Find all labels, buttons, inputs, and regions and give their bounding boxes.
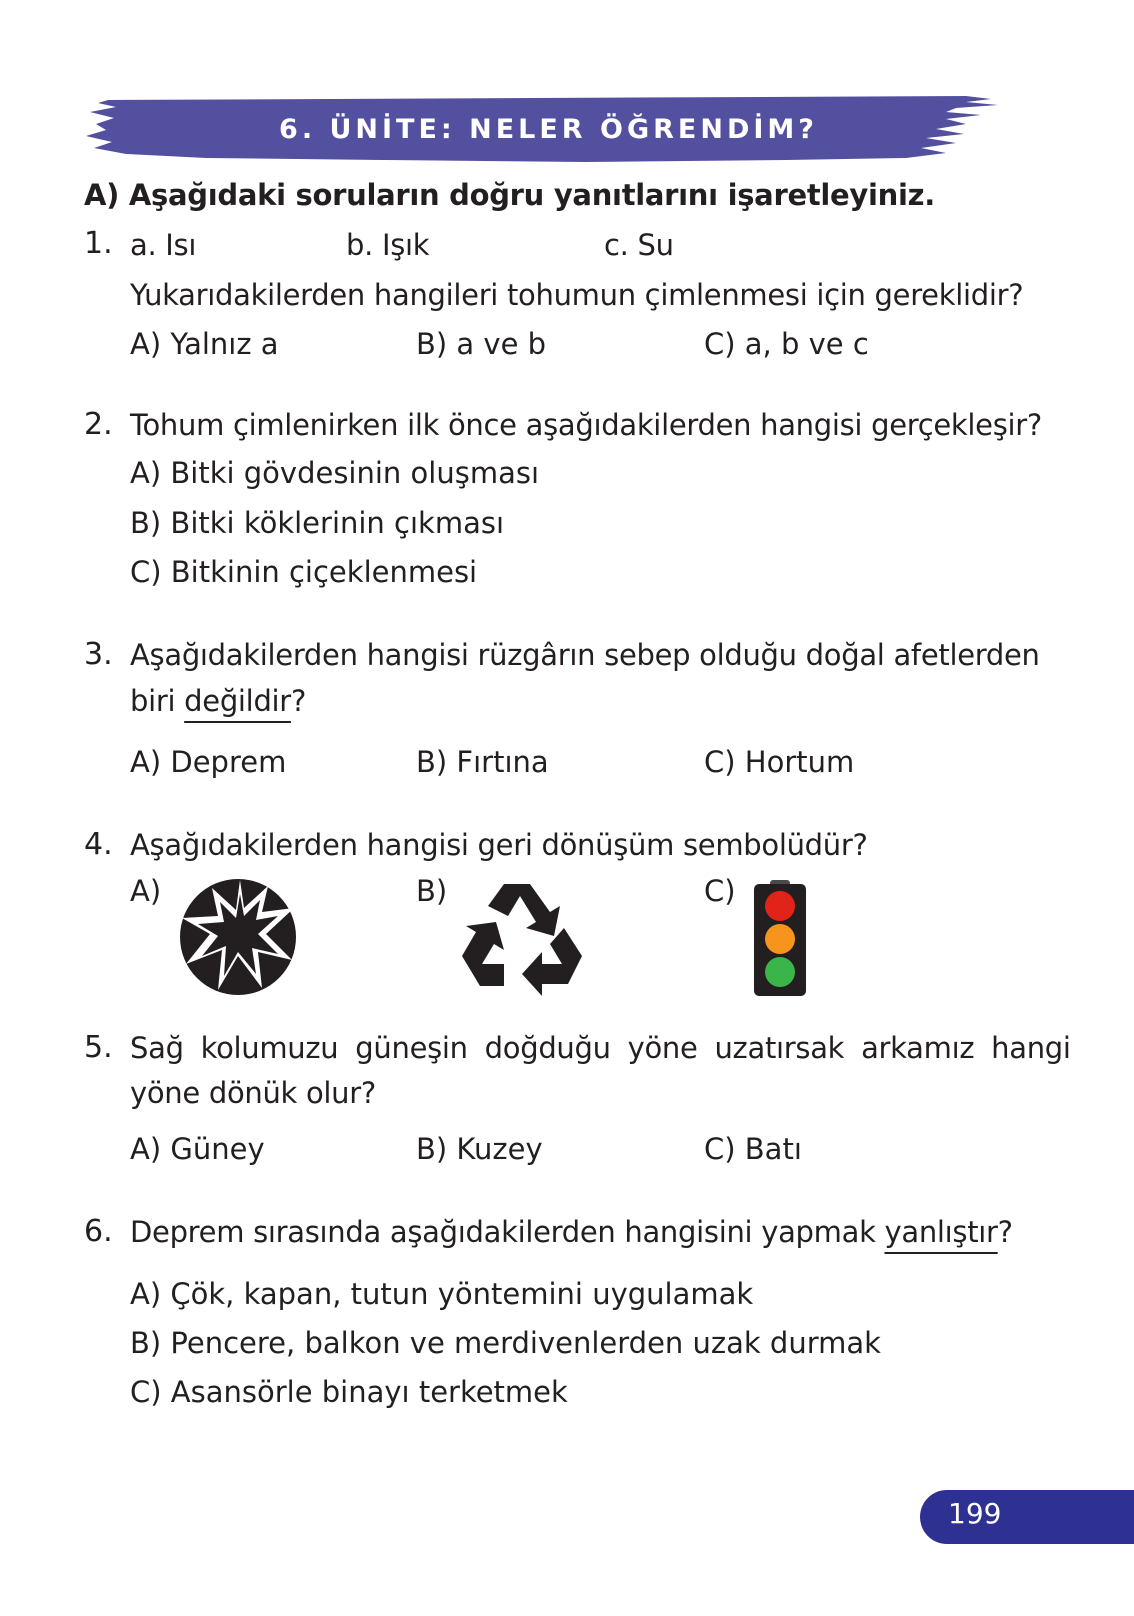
question-1-text: Yukarıdakilerden hangileri tohumun çimlenmesi için gereklidir? — [130, 278, 1024, 312]
question-3-text-line1: Aşağıdakilerden hangisi rüzgârın sebep olduğu doğal afetlerden — [130, 638, 1040, 672]
q6-text-pre: Deprem sırasında aşağıdakilerden hangisini yapmak — [130, 1215, 885, 1249]
q6-option-b[interactable]: B) Pencere, balkon ve merdivenlerden uzak durmak — [130, 1326, 881, 1360]
question-5-text-line1: Sağ kolumuzu güneşin doğduğu yöne uzatırsak arkamız hangi — [130, 1031, 1071, 1065]
q3-option-b[interactable]: B) Fırtına — [416, 745, 549, 779]
q6-option-a[interactable]: A) Çök, kapan, tutun yöntemini uygulamak — [130, 1277, 754, 1311]
q4-option-c-label[interactable]: C) — [704, 874, 736, 908]
traffic-light-icon[interactable] — [752, 880, 808, 996]
q3-text-pre: biri — [130, 684, 185, 718]
q3-option-a[interactable]: A) Deprem — [130, 745, 287, 779]
q3-underlined-word: değildir — [184, 684, 291, 718]
question-2-text: Tohum çimlenirken ilk önce aşağıdakilerden hangisi gerçekleşir? — [130, 408, 1043, 442]
q6-option-c[interactable]: C) Asansörle binayı terketmek — [130, 1375, 568, 1409]
q3-text-post: ? — [290, 684, 307, 718]
section-heading: A) Aşağıdaki soruların doğru yanıtlarını işaretleyiniz. — [84, 178, 935, 212]
q6-text-post: ? — [997, 1215, 1013, 1249]
question-6-number: 6. — [84, 1214, 113, 1249]
question-5-number: 5. — [84, 1030, 113, 1065]
q1-option-b[interactable]: B) a ve b — [416, 327, 547, 361]
q1-option-a[interactable]: A) Yalnız a — [130, 327, 279, 361]
q5-option-c[interactable]: C) Batı — [704, 1132, 802, 1166]
q5-option-b[interactable]: B) Kuzey — [416, 1132, 543, 1166]
explosion-symbol-icon[interactable] — [178, 878, 298, 996]
question-4-text: Aşağıdakilerden hangisi geri dönüşüm sembolüdür? — [130, 828, 868, 862]
q5-option-a[interactable]: A) Güney — [130, 1132, 265, 1166]
q1-item-a: a. Isı — [130, 228, 197, 262]
question-6-text — [130, 1215, 1013, 1249]
page-number: 199 — [948, 1497, 1002, 1530]
q2-option-c[interactable]: C) Bitkinin çiçeklenmesi — [130, 555, 478, 589]
q4-option-a-label[interactable]: A) — [130, 874, 162, 908]
question-3-text-line2 — [130, 684, 306, 718]
recycle-symbol-icon[interactable] — [460, 878, 584, 996]
q6-underlined-word: yanlıştır — [884, 1215, 998, 1249]
unit-title-banner — [86, 96, 1001, 162]
question-2-number: 2. — [84, 407, 113, 442]
q2-option-b[interactable]: B) Bitki köklerinin çıkması — [130, 506, 505, 540]
q1-item-c: c. Su — [604, 228, 674, 262]
question-1-number: 1. — [84, 226, 113, 261]
q1-option-c[interactable]: C) a, b ve c — [704, 327, 869, 361]
question-5-text-line2: yöne dönük olur? — [130, 1076, 376, 1110]
q4-option-b-label[interactable]: B) — [416, 874, 448, 908]
q1-item-b: b. Işık — [346, 228, 430, 262]
q2-option-a[interactable]: A) Bitki gövdesinin oluşması — [130, 456, 540, 490]
question-3-number: 3. — [84, 637, 113, 672]
question-4-number: 4. — [84, 827, 113, 862]
q3-option-c[interactable]: C) Hortum — [704, 745, 855, 779]
unit-title: 6. ÜNİTE: NELER ÖĞRENDİM? — [279, 113, 818, 145]
